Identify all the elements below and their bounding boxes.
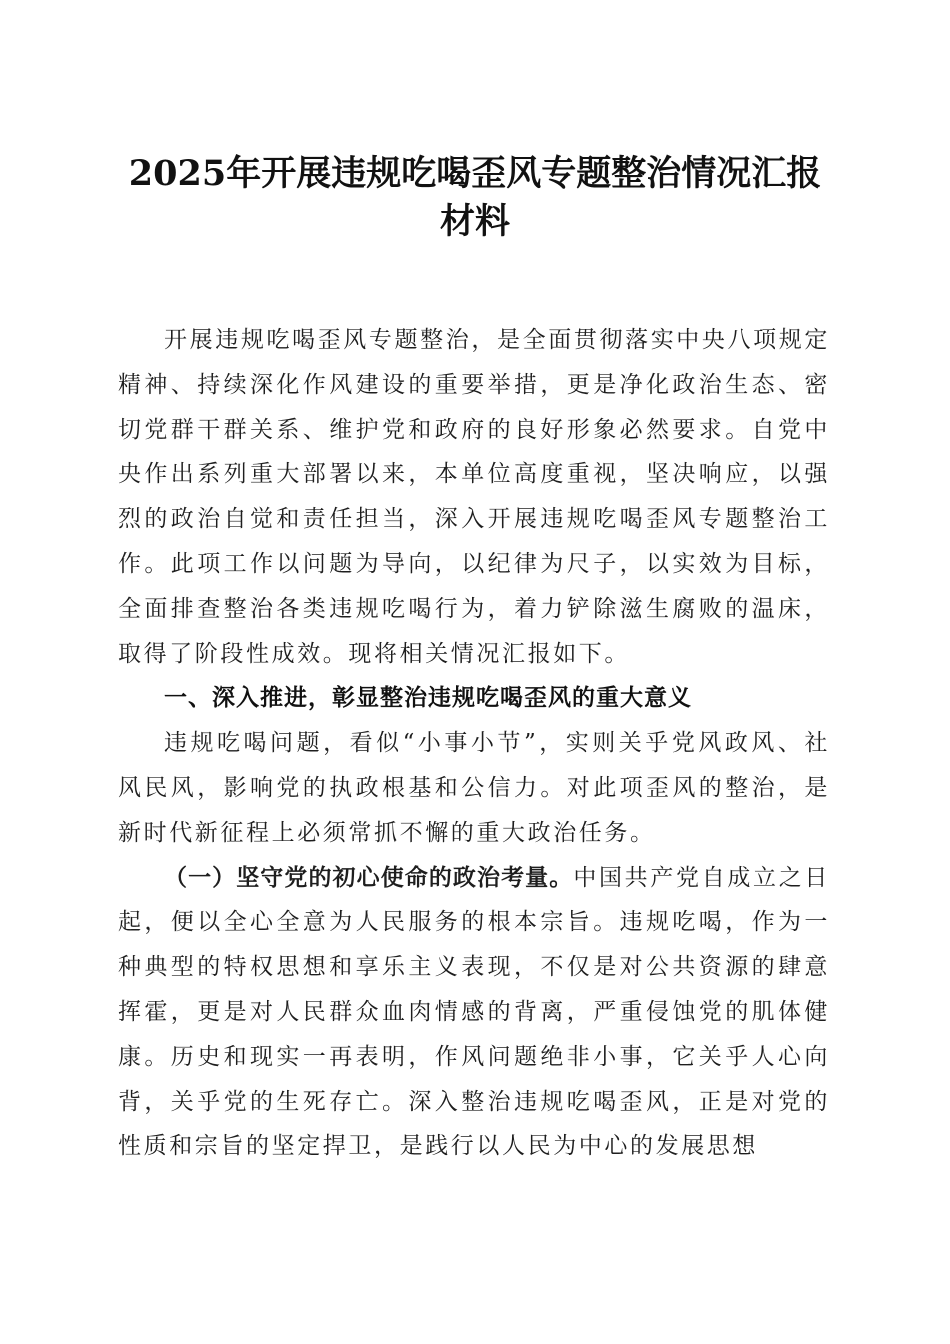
title-line-1: 2025年开展违规吃喝歪风专题整治情况汇报 bbox=[128, 153, 822, 194]
title-line-2: 材料 bbox=[439, 201, 510, 242]
document-title bbox=[110, 150, 840, 246]
subsection-1-body: 中国共产党自成立之日起，便以全心全意为人民服务的根本宗旨。违规吃喝，作为一种典型的特权思想和享乐主义表现，不仅是对公共资源的肆意挥霍，更是对人民群众血肉情感的背离，严重侵蚀党的肌体健康。历史和现实一再表明，作风问题绝非小事，它关乎人心向背，关乎党的生死存亡。深入整治违规吃喝歪风，正是对党的性质和宗旨的坚定捍卫，是践行以人民为中心的发展思想 bbox=[118, 864, 831, 1160]
paragraph-intro: 开展违规吃喝歪风专题整治，是全面贯彻落实中央八项规定精神、持续深化作风建设的重要举措，更是净化政治生态、密切党群干群关系、维护党和政府的良好形象必然要求。自党中央作出系列重大部署以来，本单位高度重视，坚决响应，以强烈的政治自觉和责任担当，深入开展违规吃喝歪风专题整治工作。此项工作以问题为导向，以纪律为尺子，以实效为目标，全面排查整治各类违规吃喝行为，着力铲除滋生腐败的温床，取得了阶段性成效。现将相关情况汇报如下。 bbox=[118, 327, 830, 667]
section-heading-1: 一、深入推进，彰显整治违规吃喝歪风的重大意义 bbox=[164, 685, 692, 712]
paragraph-section1-intro: 违规吃喝问题，看似“小事小节”，实则关乎党风政风、社风民风，影响党的执政根基和公信力。对此项歪风的整治，是新时代新征程上必须常抓不懈的重大政治任务。 bbox=[118, 730, 830, 846]
subsection-heading-1: （一）坚守党的初心使命的政治考量。 bbox=[164, 863, 574, 891]
document-body bbox=[118, 318, 830, 1169]
paragraph-subsection-1 bbox=[118, 856, 830, 1170]
